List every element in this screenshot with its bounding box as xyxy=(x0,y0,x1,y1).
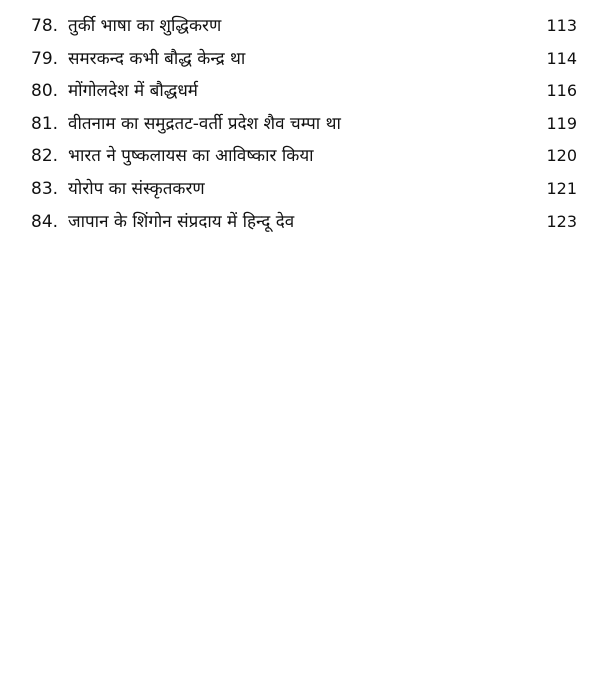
toc-entry xyxy=(31,75,577,108)
entry-page-number: 123 xyxy=(546,211,577,231)
entry-title: तुर्की भाषा का शुद्धिकरण xyxy=(68,16,222,36)
toc-entry xyxy=(31,206,577,239)
entry-title: वीतनाम का समुद्रतट-वर्ती प्रदेश शैव चम्पा था xyxy=(68,113,341,134)
entry-number: 83. xyxy=(31,178,59,199)
toc-entry xyxy=(31,43,577,76)
table-of-contents xyxy=(31,10,577,238)
entry-number: 79. xyxy=(31,48,59,69)
entry-title: योरोप का संस्कृतकरण xyxy=(68,178,205,199)
entry-number: 81. xyxy=(31,113,59,134)
entry-title: भारत ने पुष्कलायस का आविष्कार किया xyxy=(68,146,314,167)
entry-page-number: 116 xyxy=(546,81,577,101)
entry-title: समरकन्द कभी बौद्ध केन्द्र था xyxy=(68,48,246,69)
entry-page-number: 120 xyxy=(546,146,577,166)
entry-page-number: 119 xyxy=(546,113,577,133)
entry-page-number: 121 xyxy=(546,178,577,198)
toc-entry xyxy=(31,108,577,141)
entry-number: 80. xyxy=(31,81,59,102)
entry-number: 84. xyxy=(31,211,59,232)
toc-entry xyxy=(31,173,577,206)
entry-title: जापान के शिंगोन संप्रदाय में हिन्दू देव xyxy=(68,211,295,232)
toc-entry xyxy=(31,140,577,173)
entry-page-number: 113 xyxy=(546,16,577,35)
entry-number: 82. xyxy=(31,146,59,167)
entry-page-number: 114 xyxy=(546,48,577,68)
toc-entry xyxy=(31,10,577,43)
entry-title: मोंगोलदेश में बौद्धधर्म xyxy=(68,81,198,102)
entry-number: 78. xyxy=(31,16,59,36)
